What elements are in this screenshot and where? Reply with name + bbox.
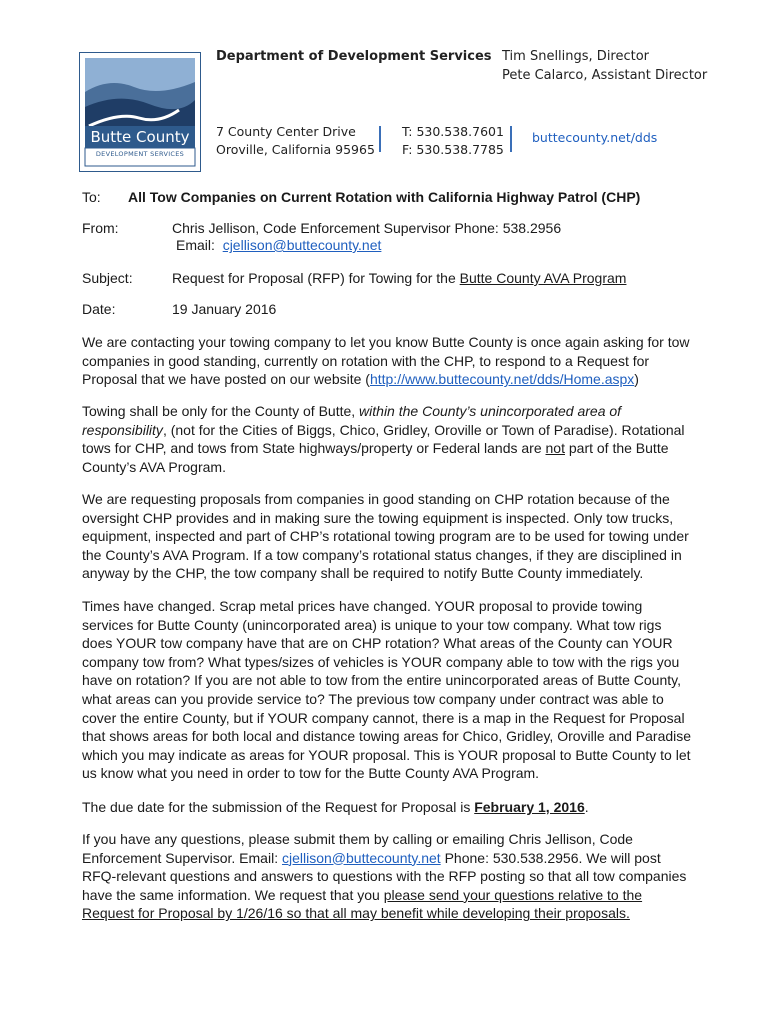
email-label: Email: (176, 237, 215, 253)
date-value: 19 January 2016 (172, 301, 277, 317)
paragraph-2: Towing shall be only for the County of Butte, within the County’s unincorporated area of responsibility, (not for the Cities of Biggs, Chico, Gridley, Oroville or Town of Paradise). Rotational tows for CHP, and tows from State highways/property or Federal lands are not part of the Butte County’s AVA Program. (82, 403, 685, 475)
to-label: To: (82, 189, 101, 205)
fax-number: F: 530.538.7785 (402, 142, 504, 157)
subject-label: Subject: (82, 270, 133, 286)
phone-number: T: 530.538.7601 (402, 124, 504, 139)
divider (510, 126, 512, 152)
assistant-director-name: Pete Calarco, Assistant Director (502, 68, 708, 83)
website-link[interactable]: buttecounty.net/dds (532, 130, 658, 145)
address-line-2: Oroville, California 95965 (216, 142, 375, 157)
paragraph-6: If you have any questions, please submit them by calling or emailing Chris Jellison, Code Enforcement Supervisor. Email: cjellison@buttecounty.net Phone: 530.538.2956. We will post RFQ-relevant questions and answers to questions with the RFP posting so that all tow companies have the same information. We request that you please send your questions relative to the Request for Proposal by 1/26/16 so that all may benefit while developing their proposals. (82, 831, 687, 922)
director-name: Tim Snellings, Director (502, 49, 650, 64)
paragraph-4: Times have changed. Scrap metal prices have changed. YOUR proposal to provide towing services for Butte County (unincorporated area) is unique to your tow company. What tow rigs does YOUR tow company have that are on CHP rotation? What areas of the County can YOUR company tow from? What types/sizes of vehicles is YOUR company able to tow with the rigs you have on rotation? If you are not able to tow from the entire unincorporated areas of Butte County, what areas can you provide service to? The previous tow company under contract was able to cover the entire County, but if YOUR company cannot, there is a map in the Request for Proposal that shows areas for both local and distance towing areas for Chico, Gridley, Oroville and Paradise which you may indicate as areas for YOUR proposal. This is YOUR proposal to Butte County to let us know what you need in order to tow for the Butte County AVA Program. (82, 598, 692, 782)
logo-title: Butte County (90, 128, 190, 146)
subject-prefix: Request for Proposal (RFP) for Towing for the (172, 270, 460, 286)
subject-program: Butte County AVA Program (459, 270, 627, 286)
due-date: February 1, 2016 (474, 799, 585, 815)
butte-county-logo (79, 52, 201, 172)
address-line-1: 7 County Center Drive (216, 124, 356, 139)
paragraph-1: We are contacting your towing company to let you know Butte County is once again asking for tow companies in good standing, currently on rotation with the CHP, to respond to a Request for Proposal that we have posted on our website (http://www.buttecounty.net/dds/Home.aspx) (82, 334, 690, 388)
email-link[interactable]: cjellison@buttecounty.net (222, 237, 382, 253)
website-url-link[interactable]: http://www.buttecounty.net/dds/Home.aspx (369, 371, 635, 388)
from-value: Chris Jellison, Code Enforcement Supervisor Phone: 538.2956 (172, 220, 562, 236)
department-name: Department of Development Services (216, 49, 492, 64)
contact-email-link[interactable]: cjellison@buttecounty.net (281, 849, 441, 866)
to-value: All Tow Companies on Current Rotation with California Highway Patrol (CHP) (128, 189, 641, 205)
subject-value (172, 270, 626, 286)
date-label: Date: (82, 301, 116, 317)
from-label: From: (82, 220, 119, 236)
paragraph-3: We are requesting proposals from companies in good standing on CHP rotation because of the oversight CHP provides and in making sure the towing equipment is inspected. Only tow trucks, equipment, inspected and part of CHP’s rotational towing program are to be used for towing under the County’s AVA Program. If a tow company’s rotational status changes, if they are disciplined in anyway by the CHP, the tow company shall be required to notify Butte County immediately. (82, 491, 689, 582)
email-line (176, 237, 381, 253)
logo-subtitle: DEVELOPMENT SERVICES (95, 150, 185, 158)
divider (379, 126, 381, 152)
paragraph-5: The due date for the submission of the Request for Proposal is February 1, 2016. (82, 799, 589, 815)
